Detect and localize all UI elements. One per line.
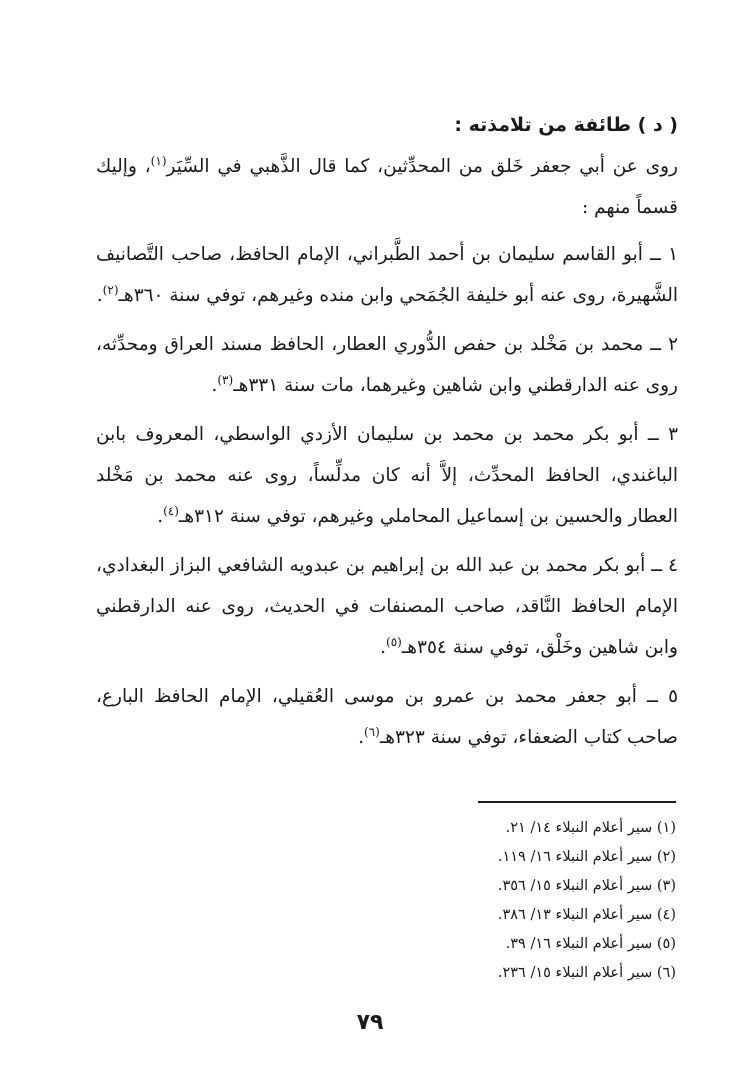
footnote-ref: (٤) [163, 503, 179, 518]
entry-text: ٢ ــ محمد بن مَخْلد بن حفص الدُّوري العطار، الحافظ مسند العراق ومحدِّثه، روى عنه الدارقطني وابن شاهين وغيرهما، مات سنة ٣٣١هـ [96, 334, 678, 396]
footnote: (٤) سير أعلام النبلاء ١٣/ ٣٨٦. [497, 907, 676, 923]
footnote: (١) سير أعلام النبلاء ١٤/ ٢١. [505, 820, 676, 836]
entry-tail: . [358, 727, 364, 748]
footnote-ref: (٢) [102, 282, 119, 297]
entry-paragraph [96, 414, 678, 537]
page-number: ٧٩ [356, 1010, 384, 1035]
entry-text: ٣ ــ أبو بكر محمد بن محمد بن سليمان الأزدي الواسطي، المعروف بابن الباغندي، الحافظ المحدِّث، إلاَّ أنه كان مدلِّساً، روى عنه محمد بن مَخْلد العطار والحسين بن إسماعيل المحاملي وغيرهم، توفي سنة ٣١٢هـ [96, 424, 678, 527]
entry-tail: . [157, 506, 164, 527]
footnotes [400, 814, 676, 988]
main-text [96, 104, 678, 766]
entry-paragraph [96, 545, 678, 668]
footnote-separator [478, 801, 676, 803]
entry-tail: . [211, 375, 218, 396]
footnote: (٣) سير أعلام النبلاء ١٥/ ٣٥٦. [497, 878, 676, 894]
intro-text: روى عن أبي جعفر خَلق من المحدِّثين، كما قال الذَّهبي في السِّيَر [166, 156, 678, 177]
entry-text: ٤ ــ أبو بكر محمد بن عبد الله بن إبراهيم بن عبدويه الشافعي البزاز البغدادي، الإمام الحافظ النَّاقد، صاحب المصنفات في الحديث، روى عنه الدارقطني وابن شاهين وخَلْق، توفي سنة ٣٥٤هـ [96, 555, 678, 658]
entry-text: ١ ــ أبو القاسم سليمان بن أحمد الطَّبراني، الإمام الحافظ، صاحب التَّصانيف الشَّهيرة، روى عنه أبو خليفة الجُمَحي وابن منده وغيرهم، توفي سنة ٣٦٠هـ [96, 244, 678, 306]
footnote-ref: (١) [150, 153, 167, 168]
entry-text: ٥ ــ أبو جعفر محمد بن عمرو بن موسى العُقيلي، الإمام الحافظ البارع، صاحب كتاب الضعفاء، توفي سنة ٣٢٣هـ [96, 686, 678, 748]
section-heading: ( د ) طائفة من تلامذته : [454, 114, 678, 136]
footnote: (٦) سير أعلام النبلاء ١٥/ ٢٣٦. [497, 965, 676, 981]
entry-paragraph [96, 324, 678, 406]
entry-paragraph [96, 234, 678, 316]
entry-tail: . [96, 285, 103, 306]
footnote-ref: (٥) [386, 634, 402, 649]
entry-paragraph [96, 676, 678, 758]
intro-tail: ، وإليك قسماً منهم : [96, 156, 678, 218]
intro-paragraph [96, 146, 678, 228]
footnote-ref: (٦) [363, 724, 380, 739]
entry-tail: . [380, 637, 387, 658]
footnote-ref: (٣) [217, 372, 234, 387]
footnote: (٢) سير أعلام النبلاء ١٦/ ١١٩. [497, 849, 676, 865]
footnote: (٥) سير أعلام النبلاء ١٦/ ٣٩. [505, 936, 676, 952]
